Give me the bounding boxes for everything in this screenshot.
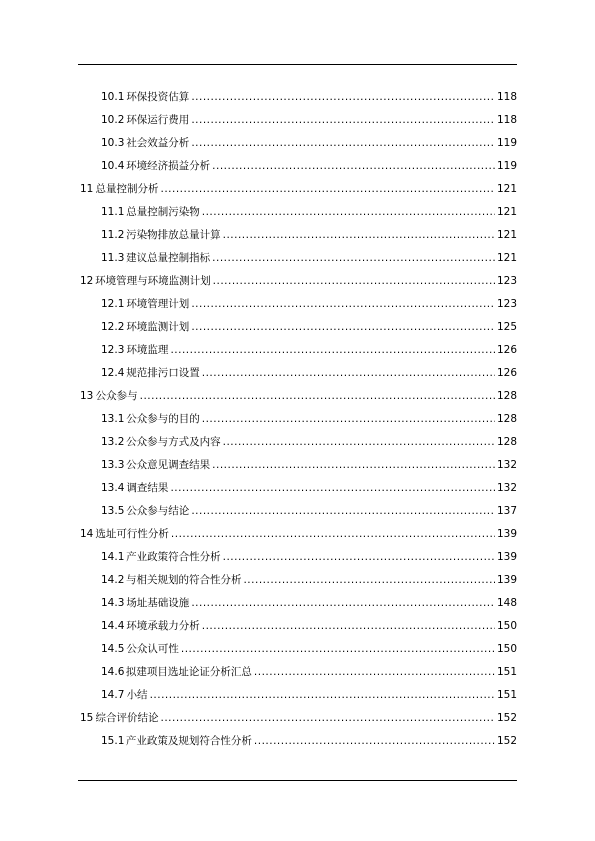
- toc-entry-number: 14.3: [101, 597, 125, 609]
- toc-entry-number: 11.1: [101, 206, 125, 218]
- toc-entry-title: 环境承载力分析: [126, 620, 200, 632]
- toc-entry-number: 14.6: [101, 666, 125, 678]
- toc-entry-title: 公众参与方式及内容: [126, 436, 221, 448]
- toc-dot-leader: [191, 132, 495, 155]
- toc-entry-title: 选址可行性分析: [95, 528, 169, 540]
- toc-section-entry[interactable]: [101, 132, 517, 155]
- toc-section-entry[interactable]: [101, 454, 517, 477]
- toc-dot-leader: [191, 592, 495, 615]
- toc-dot-leader: [223, 546, 495, 569]
- toc-dot-leader: [254, 661, 495, 684]
- toc-dot-leader: [212, 155, 495, 178]
- toc-chapter-entry[interactable]: [80, 707, 517, 730]
- toc-entry-title: 小结: [126, 689, 148, 701]
- toc-page-number: 137: [496, 505, 517, 517]
- toc-section-entry[interactable]: [101, 500, 517, 523]
- toc-page-number: 121: [496, 252, 517, 264]
- footer-rule: [78, 780, 517, 781]
- toc-entry-title: 场址基础设施: [126, 597, 190, 609]
- toc-dot-leader: [223, 224, 495, 247]
- toc-entry-title: 产业政策符合性分析: [126, 551, 221, 563]
- toc-dot-leader: [191, 109, 495, 132]
- toc-dot-leader: [150, 684, 495, 707]
- toc-dot-leader: [243, 569, 494, 592]
- toc-section-entry[interactable]: [101, 730, 517, 753]
- toc-entry-number: 14.2: [101, 574, 125, 586]
- toc-entry-number: 13.5: [101, 505, 125, 517]
- toc-section-entry[interactable]: [101, 86, 517, 109]
- toc-entry-number: 12.3: [101, 344, 125, 356]
- toc-page-number: 152: [496, 735, 517, 747]
- toc-dot-leader: [170, 339, 495, 362]
- toc-entry-number: 11.3: [101, 252, 125, 264]
- toc-section-entry[interactable]: [101, 638, 517, 661]
- toc-chapter-entry[interactable]: [80, 270, 517, 293]
- toc-chapter-entry[interactable]: [80, 178, 517, 201]
- toc-page-number: 121: [496, 229, 517, 241]
- toc-entry-number: 11: [80, 183, 94, 195]
- toc-page-number: 132: [496, 482, 517, 494]
- toc-dot-leader: [191, 500, 495, 523]
- toc-entry-number: 12.2: [101, 321, 125, 333]
- toc-entry-title: 拟建项目选址论证分析汇总: [125, 666, 252, 678]
- toc-dot-leader: [202, 201, 495, 224]
- toc-entry-number: 12.4: [101, 367, 125, 379]
- toc-page-number: 126: [496, 344, 517, 356]
- toc-dot-leader: [170, 477, 495, 500]
- toc-dot-leader: [212, 454, 495, 477]
- toc-page-number: 118: [496, 114, 517, 126]
- toc-entry-title: 公众参与的目的: [126, 413, 200, 425]
- toc-entry-number: 14.1: [101, 551, 125, 563]
- toc-entry-title: 环境监测计划: [126, 321, 190, 333]
- toc-chapter-entry[interactable]: [80, 523, 517, 546]
- toc-dot-leader: [202, 362, 495, 385]
- toc-entry-title: 建议总量控制指标: [126, 252, 211, 264]
- toc-entry-number: 15.1: [101, 735, 125, 747]
- toc-entry-title: 总量控制分析: [95, 183, 159, 195]
- toc-entry-title: 综合评价结论: [95, 712, 159, 724]
- toc-entry-number: 10.3: [101, 137, 125, 149]
- toc-dot-leader: [160, 707, 494, 730]
- toc-dot-leader: [212, 247, 495, 270]
- toc-page-number: 119: [496, 137, 517, 149]
- toc-entry-title: 与相关规划的符合性分析: [125, 574, 242, 586]
- toc-page-number: 139: [496, 574, 517, 586]
- toc-page-number: 121: [496, 183, 517, 195]
- toc-section-entry[interactable]: [101, 477, 517, 500]
- toc-entry-number: 14.4: [101, 620, 125, 632]
- toc-page-number: 151: [496, 689, 517, 701]
- toc-dot-leader: [181, 638, 495, 661]
- toc-section-entry[interactable]: [101, 431, 517, 454]
- toc-section-entry[interactable]: [101, 569, 517, 592]
- toc-entry-title: 公众认可性: [126, 643, 179, 655]
- toc-page-number: 132: [496, 459, 517, 471]
- toc-entry-title: 环境管理与环境监测计划: [95, 275, 211, 287]
- toc-section-entry[interactable]: [101, 201, 517, 224]
- toc-dot-leader: [191, 293, 495, 316]
- toc-entry-number: 12: [80, 275, 94, 287]
- toc-dot-leader: [202, 615, 495, 638]
- toc-entry-title: 总量控制污染物: [126, 206, 200, 218]
- toc-entry-title: 公众参与结论: [126, 505, 190, 517]
- toc-entry-title: 环境经济损益分析: [126, 160, 211, 172]
- toc-section-entry[interactable]: [101, 155, 517, 178]
- toc-dot-leader: [160, 178, 494, 201]
- toc-section-entry[interactable]: [101, 408, 517, 431]
- toc-page-number: 128: [496, 390, 517, 402]
- toc-entry-number: 13.2: [101, 436, 125, 448]
- toc-section-entry[interactable]: [101, 224, 517, 247]
- toc-section-entry[interactable]: [101, 615, 517, 638]
- toc-entry-title: 环境监理: [126, 344, 169, 356]
- toc-entry-title: 公众参与: [95, 390, 138, 402]
- toc-dot-leader: [202, 408, 495, 431]
- toc-section-entry[interactable]: [101, 339, 517, 362]
- toc-chapter-entry[interactable]: [80, 385, 517, 408]
- toc-entry-title: 产业政策及规划符合性分析: [125, 735, 252, 747]
- toc-entry-number: 13: [80, 390, 94, 402]
- toc-entry-number: 14: [80, 528, 94, 540]
- header-rule: [78, 64, 517, 65]
- toc-section-entry[interactable]: [101, 247, 517, 270]
- toc-dot-leader: [223, 431, 495, 454]
- toc-section-entry[interactable]: [101, 592, 517, 615]
- toc-entry-title: 环境管理计划: [126, 298, 190, 310]
- toc-entry-title: 环保运行费用: [126, 114, 190, 126]
- toc-entry-number: 10.1: [101, 91, 125, 103]
- toc-entry-number: 11.2: [101, 229, 125, 241]
- toc-entry-number: 10.2: [101, 114, 125, 126]
- toc-page-number: 128: [496, 413, 517, 425]
- toc-page-number: 118: [496, 91, 517, 103]
- toc-section-entry[interactable]: [101, 109, 517, 132]
- toc-section-entry[interactable]: [101, 293, 517, 316]
- toc-page-number: 139: [496, 528, 517, 540]
- toc-dot-leader: [191, 316, 495, 339]
- toc-dot-leader: [191, 86, 495, 109]
- toc-page-number: 119: [496, 160, 517, 172]
- toc-entry-number: 13.3: [101, 459, 125, 471]
- toc-page-number: 152: [496, 712, 517, 724]
- toc-entry-number: 15: [80, 712, 94, 724]
- toc-entry-number: 12.1: [101, 298, 125, 310]
- toc-page-number: 126: [496, 367, 517, 379]
- toc-entry-title: 社会效益分析: [126, 137, 190, 149]
- toc-section-entry[interactable]: [101, 362, 517, 385]
- toc-page-number: 125: [496, 321, 517, 333]
- toc-dot-leader: [171, 523, 495, 546]
- toc-page-number: 151: [496, 666, 517, 678]
- toc-entry-number: 14.7: [101, 689, 125, 701]
- toc-page-number: 128: [496, 436, 517, 448]
- toc-section-entry[interactable]: [101, 684, 517, 707]
- toc-dot-leader: [140, 385, 495, 408]
- toc-section-entry[interactable]: [101, 316, 517, 339]
- toc-entry-number: 14.5: [101, 643, 125, 655]
- toc-entry-title: 污染物排放总量计算: [126, 229, 221, 241]
- toc-page-number: 148: [496, 597, 517, 609]
- toc-page-number: 150: [496, 620, 517, 632]
- toc-entry-title: 环保投资估算: [126, 91, 190, 103]
- toc-section-entry[interactable]: [101, 546, 517, 569]
- toc-page-number: 121: [496, 206, 517, 218]
- toc-entry-number: 10.4: [101, 160, 125, 172]
- toc-page-number: 123: [496, 275, 517, 287]
- toc-dot-leader: [254, 730, 495, 753]
- toc-entry-number: 13.1: [101, 413, 125, 425]
- toc-page-number: 150: [496, 643, 517, 655]
- toc-section-entry[interactable]: [101, 661, 517, 684]
- toc-entry-title: 规范排污口设置: [126, 367, 200, 379]
- toc-entry-number: 13.4: [101, 482, 125, 494]
- toc-entry-title: 公众意见调查结果: [126, 459, 211, 471]
- toc-page-number: 123: [496, 298, 517, 310]
- toc-dot-leader: [213, 270, 495, 293]
- toc-page-number: 139: [496, 551, 517, 563]
- toc-entry-title: 调查结果: [126, 482, 169, 494]
